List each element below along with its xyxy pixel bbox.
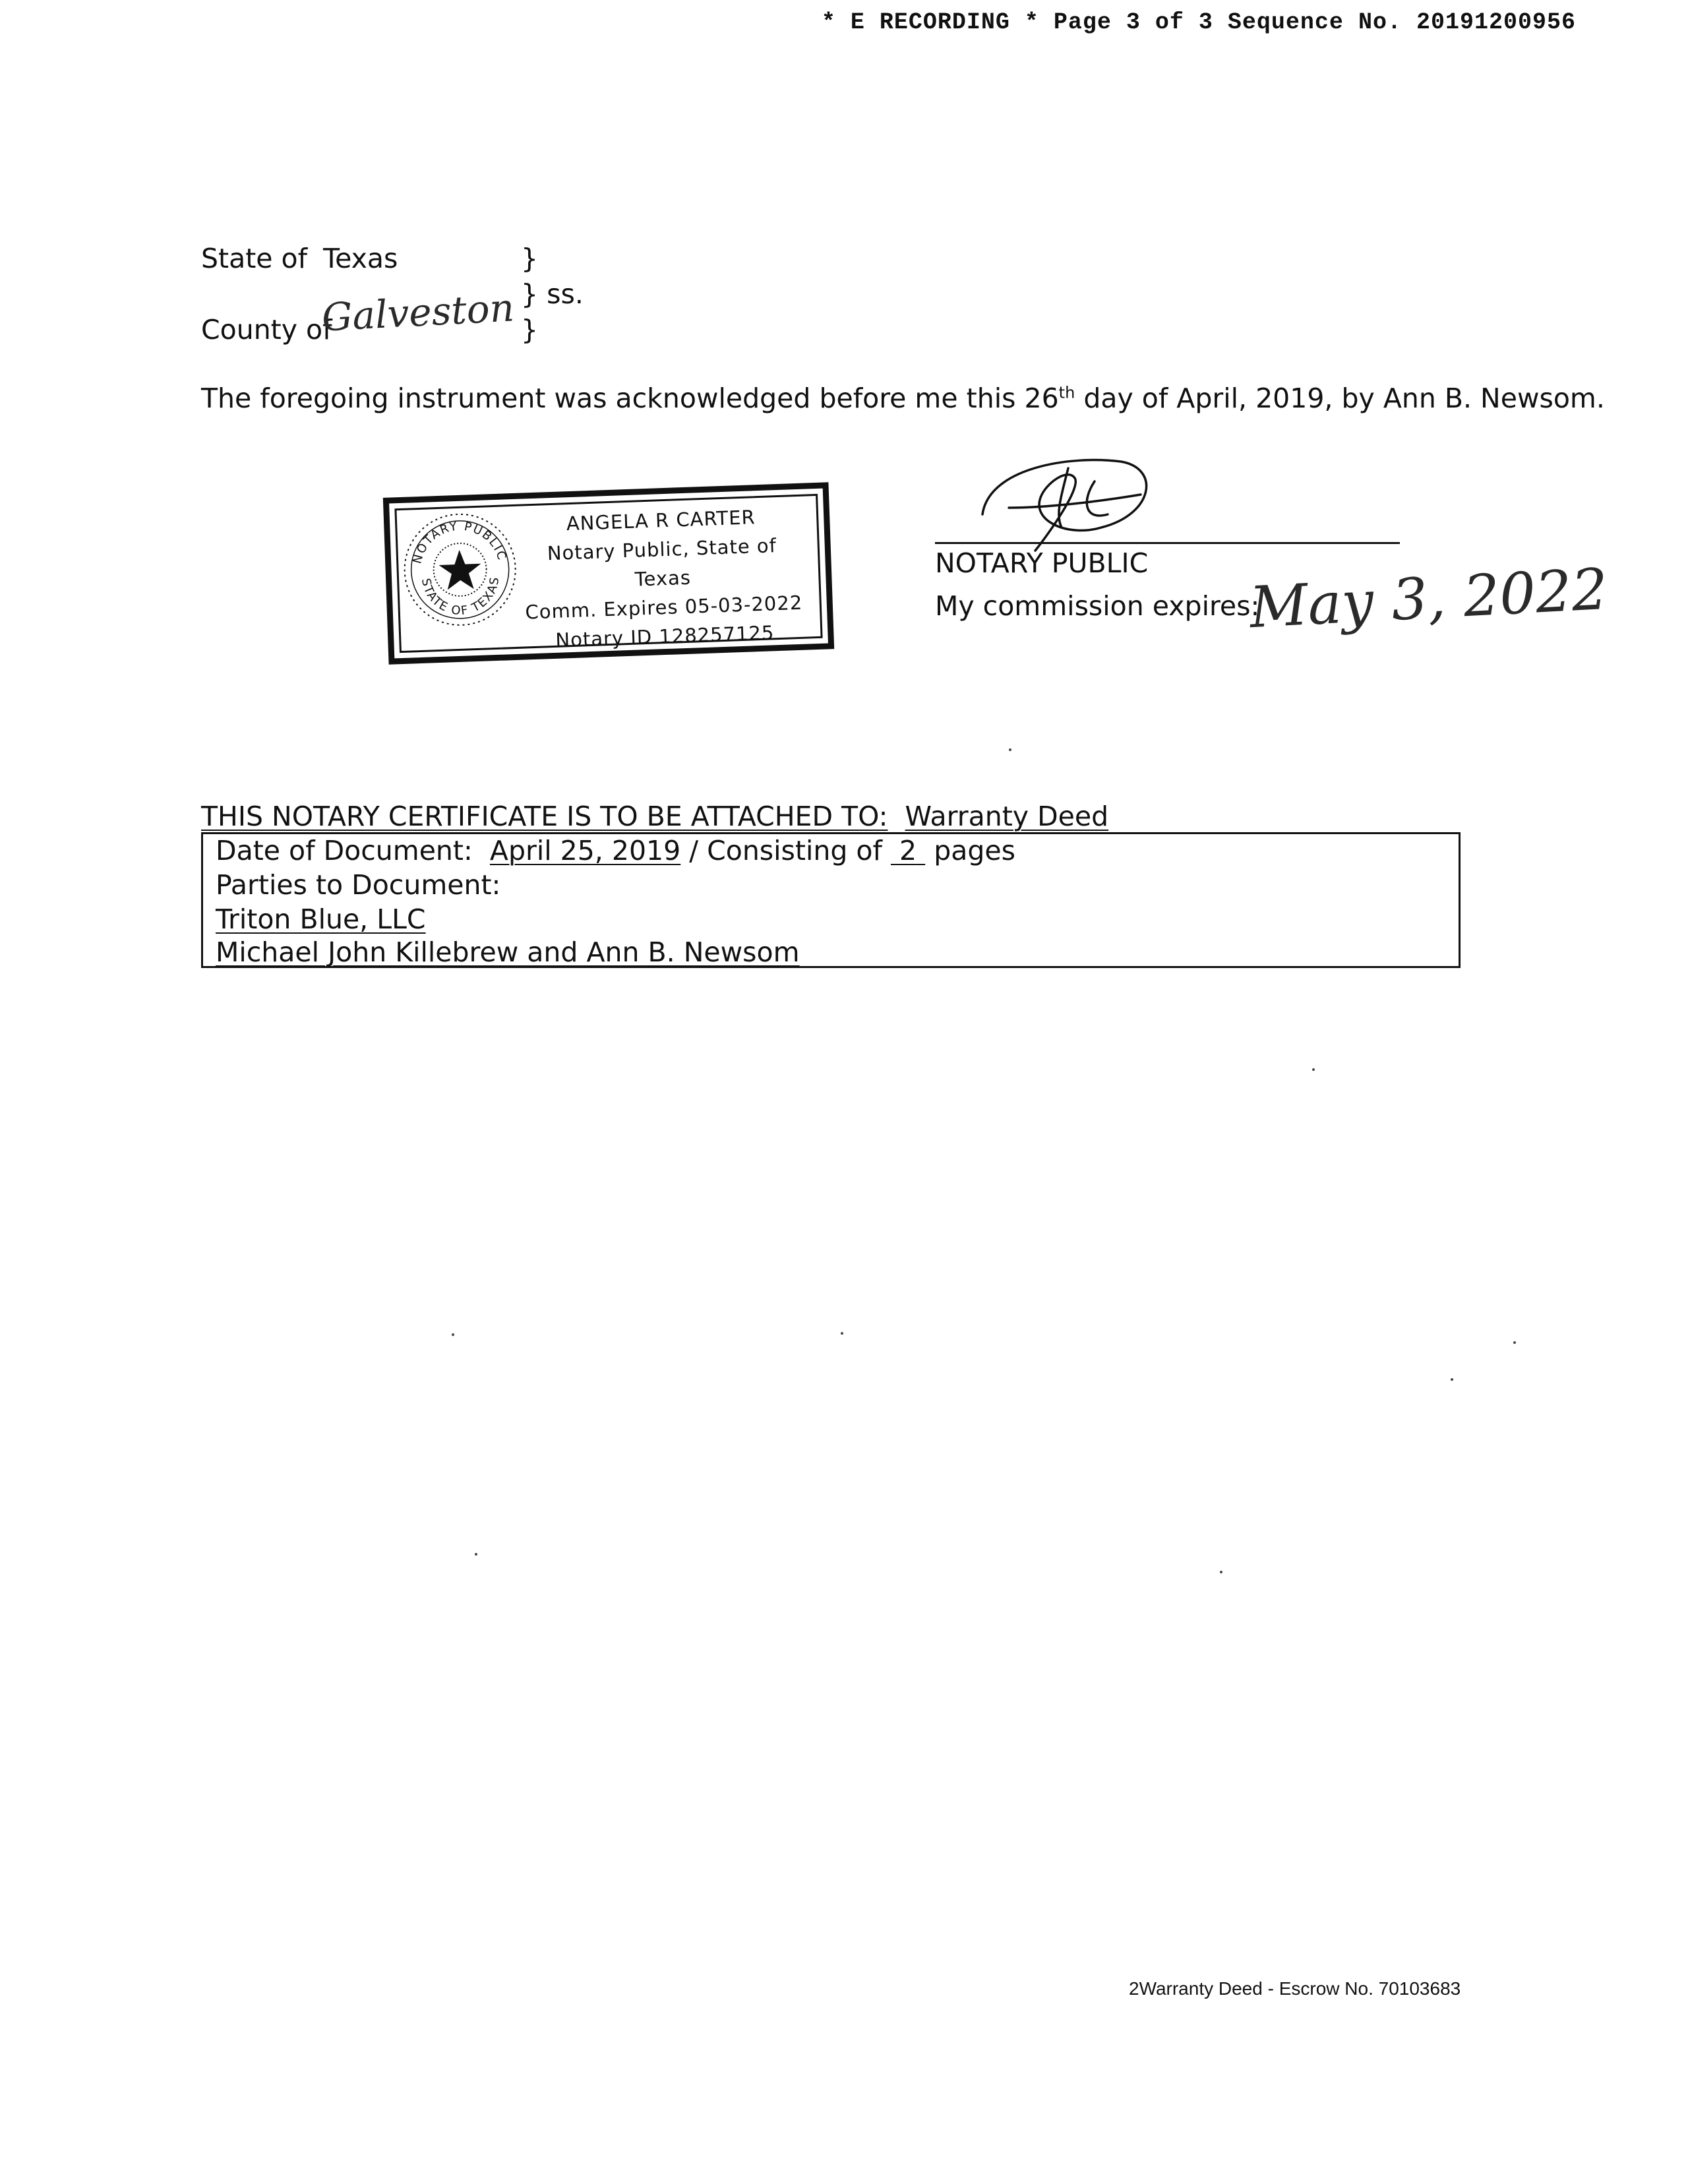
stamp-id: Notary ID 128257125 (555, 621, 775, 652)
recording-header: * E RECORDING * Page 3 of 3 Sequence No. 20191200956 (821, 9, 1576, 36)
date-line: Date of Document: April 25, 2019 / Consisting of 2 pages (216, 835, 1015, 866)
venue-brace-1: } (521, 243, 539, 274)
venue-brace-ss: } ss. (521, 278, 584, 310)
date-value: April 25, 2019 (489, 835, 681, 866)
footer-escrow: 2Warranty Deed - Escrow No. 70103683 (1129, 1978, 1461, 1999)
svg-text:STATE OF TEXAS: STATE OF TEXAS (418, 575, 502, 619)
commission-label: My commission expires: (935, 590, 1260, 622)
parties-label: Parties to Document: (216, 869, 501, 901)
notary-stamp (383, 482, 834, 664)
state-value: Texas (323, 243, 398, 274)
signature-line (935, 542, 1400, 544)
county-label: County of (201, 314, 332, 346)
stamp-title: Notary Public, State of Texas (547, 534, 777, 591)
notary-signature (969, 442, 1167, 554)
stamp-expires: Comm. Expires 05-03-2022 (524, 591, 803, 624)
venue-brace-3: } (521, 314, 539, 346)
acknowledgment-text: The foregoing instrument was acknowledged before me this 26th day of April, 2019, by Ann B. Newsom. (201, 382, 1605, 414)
party-item: Triton Blue, LLC (216, 903, 426, 935)
ordinal-suffix: th (1058, 383, 1075, 402)
pages-count: 2 (899, 835, 917, 866)
notary-seal-icon (399, 508, 522, 631)
party-item: Michael John Killebrew and Ann B. Newsom (216, 936, 800, 968)
svg-text:NOTARY PUBLIC: NOTARY PUBLIC (410, 519, 510, 566)
county-handwritten: Galveston (320, 285, 516, 340)
commission-handwritten: May 3, 2022 (1248, 556, 1610, 642)
stamp-name: ANGELA R CARTER (566, 506, 756, 535)
attached-doc: Warranty Deed (905, 801, 1109, 832)
state-label: State of (201, 243, 308, 274)
notary-public-title: NOTARY PUBLIC (935, 547, 1149, 579)
attached-line: THIS NOTARY CERTIFICATE IS TO BE ATTACHED TO: Warranty Deed (201, 801, 1109, 832)
